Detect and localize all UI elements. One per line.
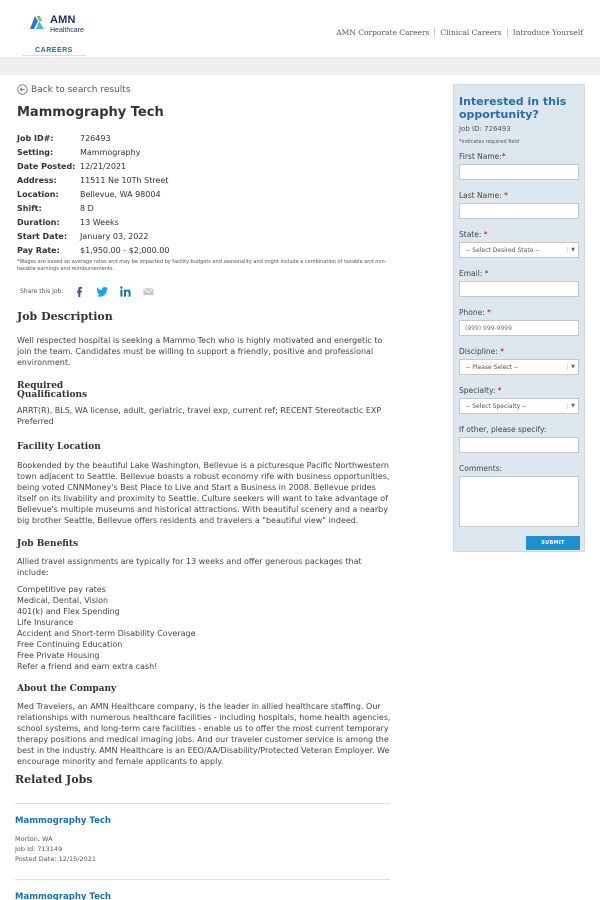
apply-form-panel: [453, 84, 585, 552]
nav-link-clinical-careers[interactable]: Clinical Careers: [434, 28, 506, 37]
chevron-down-icon: ▼: [567, 364, 575, 370]
detail-label-duration: Duration:: [17, 218, 60, 227]
detail-value-address: 11511 Ne 10Th Street: [80, 176, 169, 185]
email-share-icon[interactable]: [142, 285, 155, 298]
related-job-title-link[interactable]: Mammography Tech: [15, 892, 111, 900]
job-description-heading: Job Description: [17, 310, 113, 323]
job-benefits-heading: Job Benefits: [17, 539, 79, 549]
phone-input[interactable]: [459, 320, 579, 336]
required-qualifications-line-2: Qualifications: [17, 390, 88, 400]
state-select-value: -- Select Desired State --: [466, 247, 540, 254]
required-qualifications-text: ARRT(R), BLS, WA license, adult, geriatric, travel exp, current ref; RECENT Stereotactic EXP Preferred: [17, 406, 382, 426]
related-job-id: Job Id: 713149: [15, 845, 63, 853]
amn-logo-mark-icon: [28, 13, 46, 31]
specialty-select[interactable]: [459, 398, 579, 414]
back-arrow-icon: [17, 84, 28, 95]
detail-label-location: Location:: [17, 190, 59, 199]
job-benefits-text: Allied travel assignments are typically for 13 weeks and offer generous packages that include:: [17, 557, 362, 577]
back-link-label: Back to search results: [31, 84, 131, 95]
other-specialty-label: If other, please specify:: [459, 425, 547, 434]
benefit-item: Refer a friend and earn extra cash!: [17, 662, 158, 671]
comments-textarea[interactable]: [459, 476, 579, 527]
phone-label: Phone: *: [459, 308, 491, 317]
wage-disclaimer: *Wages are based on average rates and may be impacted by facility budgets and seasonality and might include a combination of taxable and non-taxable earnings and reimbursements.: [17, 259, 387, 272]
benefit-item: Free Continuing Education: [17, 640, 123, 649]
logo-healthcare-text: Healthcare: [50, 27, 84, 34]
job-title: Mammography Tech: [17, 105, 164, 120]
detail-value-pay-rate: $1,950.00 - $2,000.00: [80, 246, 170, 255]
linkedin-icon[interactable]: [119, 285, 132, 298]
site-header: [0, 0, 600, 57]
benefit-item: Free Private Housing: [17, 651, 100, 660]
benefit-item: Life Insurance: [17, 618, 74, 627]
twitter-icon[interactable]: [96, 285, 109, 298]
state-label: State: *: [459, 230, 488, 239]
facility-location-text: Bookended by the beautiful Lake Washington, Bellevue is a picturesque Pacific Northwestern town adjacent to Seattle. Bellevue boasts a robust economy rife with business opportunities, being voted CNNMoney's Best Place to Live and Start a Business in 2008. Bellevue prides itself on its livability and proximity to Seattle. Culture seekers will want to take advantage of Bellevue's multiple museums and historical attractions. With beautiful scenery and a nearby big brother Seattle, Bellevue offers residents and travelers a "beautiful view" indeed.: [17, 461, 390, 525]
discipline-label: Discipline: *: [459, 347, 504, 356]
email-input[interactable]: [459, 281, 579, 297]
required-field-note: [459, 139, 578, 145]
detail-value-location: Bellevue, WA 98004: [80, 190, 161, 199]
required-qualifications-heading: [17, 382, 392, 400]
share-label: Share this Job:: [20, 288, 64, 295]
related-job-card: [15, 804, 390, 879]
detail-label-job-id: Job ID#:: [17, 134, 54, 143]
logo-amn-text: AMN: [50, 14, 76, 26]
about-company-heading: About the Company: [17, 684, 117, 694]
state-select[interactable]: [459, 242, 579, 258]
about-company-text: Med Travelers, an AMN Healthcare company, is the leader in allied healthcare staffing. Our relationships with numerous healthcare facilities - including hospitals, home health agencies, school systems, and long-term care facilities - enable us to offer the most current temporary therapy positions and medical imaging jobs. And our traveler customer service is among the best in the industry. AMN Healthcare is an EEO/AA/Disability/Protected Veteran Employer. We encourage minority and female applicants to apply.: [17, 702, 391, 766]
facility-location-heading: Facility Location: [17, 442, 101, 452]
detail-value-shift: 8 D: [80, 204, 94, 213]
share-bar: [17, 285, 392, 298]
related-job-card: [15, 880, 390, 900]
benefit-item: Competitive pay rates: [17, 585, 106, 594]
header-band: [0, 57, 600, 75]
last-name-input[interactable]: [459, 203, 579, 219]
first-name-input[interactable]: [459, 164, 579, 180]
apply-form-heading: Interested in this opportunity?: [459, 95, 567, 121]
related-job-posted: Posted Date: 12/15/2021: [15, 855, 97, 863]
detail-label-start-date: Start Date:: [17, 232, 68, 241]
chevron-down-icon: ▼: [567, 247, 575, 253]
benefit-item: 401(k) and Flex Spending: [17, 607, 120, 616]
discipline-select[interactable]: [459, 359, 579, 375]
detail-label-pay-rate: Pay Rate:: [17, 246, 60, 255]
detail-label-date-posted: Date Posted:: [17, 162, 76, 171]
discipline-select-value: -- Please Select --: [466, 364, 519, 371]
specialty-select-value: -- Select Specialty --: [466, 403, 527, 410]
apply-form-job-id: Job ID: 726493: [459, 125, 511, 133]
job-detail-main: [17, 84, 392, 767]
comments-label: Comments:: [459, 464, 503, 473]
amn-logo[interactable]: [22, 10, 86, 56]
related-job-location: Morton, WA: [15, 835, 53, 843]
required-qualifications-line-1: Required: [17, 381, 64, 391]
top-navigation: [331, 28, 588, 37]
detail-value-job-id: 726493: [80, 134, 111, 143]
submit-button[interactable]: SUBMIT: [526, 536, 580, 550]
benefit-item: Accident and Short-term Disability Coverage: [17, 629, 196, 638]
required-mark: *: [459, 139, 462, 145]
required-note-text: indicates required field: [461, 139, 519, 145]
nav-link-corporate-careers[interactable]: AMN Corporate Careers: [336, 28, 430, 37]
related-jobs: [15, 773, 390, 900]
detail-value-start-date: January 03, 2022: [80, 232, 149, 241]
related-job-title-link[interactable]: Mammography Tech: [15, 816, 111, 826]
detail-value-setting: Mammography: [80, 148, 141, 157]
nav-link-introduce-yourself[interactable]: Introduce Yourself: [507, 28, 588, 37]
email-label: Email: *: [459, 269, 489, 278]
facebook-icon[interactable]: [73, 285, 86, 298]
logo-careers-text: CAREERS: [35, 47, 73, 54]
other-specialty-input[interactable]: [459, 437, 579, 453]
detail-label-shift: Shift:: [17, 204, 42, 213]
first-name-label: First Name:*: [459, 152, 506, 161]
chevron-down-icon: ▼: [567, 403, 575, 409]
detail-label-address: Address:: [17, 176, 57, 185]
detail-value-date-posted: 12/21/2021: [80, 162, 127, 171]
specialty-label: Specialty: *: [459, 386, 502, 395]
benefits-list: [17, 584, 392, 672]
detail-value-duration: 13 Weeks: [80, 218, 119, 227]
job-details: [17, 134, 392, 255]
detail-label-setting: Setting:: [17, 148, 54, 157]
benefit-item: Medical, Dental, Vision: [17, 596, 109, 605]
related-jobs-heading: Related Jobs: [15, 773, 93, 786]
last-name-label: Last Name: *: [459, 191, 508, 200]
back-to-search-link[interactable]: [17, 84, 392, 95]
job-description-text: Well respected hospital is seeking a Mammo Tech who is highly motivated and energetic to join the team. Candidates must be willing to support a friendly, positive and professional environment.: [17, 336, 383, 367]
